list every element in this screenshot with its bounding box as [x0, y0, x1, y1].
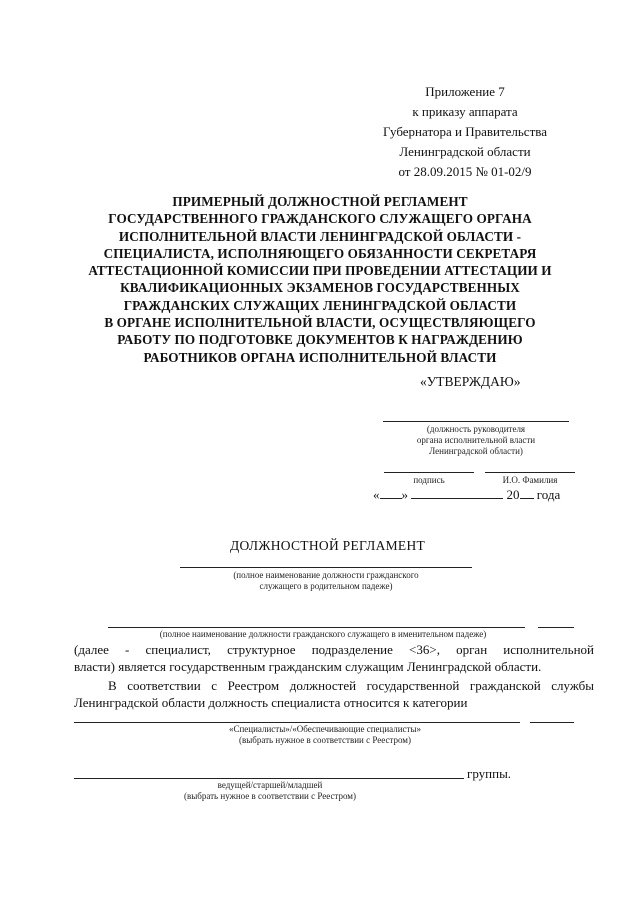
date-close-quote: » — [401, 487, 408, 502]
group-hint — [150, 780, 390, 802]
title-line: РАБОТУ ПО ПОДГОТОВКЕ ДОКУМЕНТОВ К НАГРАЖДЕНИЮ — [117, 332, 523, 348]
position-hint-line: (должность руководителя — [426, 424, 526, 434]
date-year-word: года — [536, 487, 561, 502]
position-hint-line: Ленинградской области) — [429, 446, 523, 456]
approval-date — [373, 487, 560, 503]
title-line: АТТЕСТАЦИОННОЙ КОМИССИИ ПРИ ПРОВЕДЕНИИ АТТЕСТАЦИИ И — [88, 263, 552, 279]
position-signature-line — [383, 421, 569, 422]
title-line: ГРАЖДАНСКИХ СЛУЖАЩИХ ЛЕНИНГРАДСКОЙ ОБЛАСТИ — [123, 297, 517, 313]
hint-line: (полное наименование должности гражданского — [233, 570, 419, 580]
signature-line — [384, 472, 474, 473]
hint-line: служащего в родительном падеже) — [259, 581, 393, 591]
appendix-line: к приказу аппарата — [412, 104, 518, 119]
category-line-end — [530, 722, 574, 723]
day-blank — [380, 487, 402, 499]
paragraph-2-line-2: Ленинградской области должность специалиста относится к категории — [74, 695, 468, 710]
paragraph-1-line-1: (далее - специалист, структурное подразделение <36>, орган исполнительной — [74, 642, 594, 657]
date-open-quote: « — [373, 487, 380, 502]
position-nominative-line-end — [538, 627, 574, 628]
date-century: 20 — [506, 487, 520, 502]
title-line: В ОРГАНЕ ИСПОЛНИТЕЛЬНОЙ ВЛАСТИ, ОСУЩЕСТВЛЯЮЩЕГО — [104, 315, 536, 331]
position-genitive-hint — [180, 570, 472, 592]
paragraph-2-line-1: В соответствии с Реестром должностей государственной гражданской службы — [108, 678, 594, 693]
title-line: КВАЛИФИКАЦИОННЫХ ЭКЗАМЕНОВ ГОСУДАРСТВЕННЫХ — [120, 280, 520, 296]
title-line: ИСПОЛНИТЕЛЬНОЙ ВЛАСТИ ЛЕНИНГРАДСКОЙ ОБЛАСТИ - — [118, 228, 522, 244]
document-title — [40, 193, 600, 366]
year-blank — [520, 487, 534, 499]
category-line — [74, 722, 520, 723]
position-genitive-line — [180, 567, 472, 568]
position-hint-line: органа исполнительной власти — [416, 435, 536, 445]
appendix-line: Ленинградской области — [399, 144, 531, 159]
groups-word: группы. — [467, 766, 512, 781]
appendix-line: Приложение 7 — [425, 84, 505, 99]
name-label: И.О. Фамилия — [502, 475, 558, 485]
title-line: РАБОТНИКОВ ОРГАНА ИСПОЛНИТЕЛЬНОЙ ВЛАСТИ — [143, 349, 497, 365]
group-line — [74, 778, 464, 779]
appendix-line: от 28.09.2015 № 01-02/9 — [398, 164, 532, 179]
month-blank — [411, 487, 503, 499]
hint-line: (выбрать нужное в соответствии с Реестром) — [183, 791, 356, 801]
name-line — [485, 472, 575, 473]
position-hint — [383, 424, 569, 457]
hint-line: (выбрать нужное в соответствии с Реестром) — [238, 735, 411, 745]
position-nominative-line — [108, 627, 525, 628]
title-line: СПЕЦИАЛИСТА, ИСПОЛНЯЮЩЕГО ОБЯЗАННОСТИ СЕКРЕТАРЯ — [103, 245, 537, 261]
paragraph-1-line-2: власти) является государственным гражданским служащим Ленинградской области. — [74, 659, 542, 674]
hint-line: ведущей/старшей/младшей — [217, 780, 323, 790]
appendix-block — [330, 82, 600, 182]
position-nominative-hint: (полное наименование должности гражданского служащего в именительном падеже) — [159, 629, 487, 639]
title-line: ГОСУДАРСТВЕННОГО ГРАЖДАНСКОГО СЛУЖАЩЕГО ОРГАНА — [108, 211, 532, 227]
appendix-line: Губернатора и Правительства — [383, 124, 547, 139]
approval-label: «УТВЕРЖДАЮ» — [420, 374, 521, 389]
category-hint — [195, 724, 455, 746]
title-line: ПРИМЕРНЫЙ ДОЛЖНОСТНОЙ РЕГЛАМЕНТ — [172, 194, 468, 209]
signature-label: подпись — [413, 475, 445, 485]
doc-heading: ДОЛЖНОСТНОЙ РЕГЛАМЕНТ — [230, 538, 426, 553]
hint-line: «Специалисты»/«Обеспечивающие специалисты» — [228, 724, 422, 734]
